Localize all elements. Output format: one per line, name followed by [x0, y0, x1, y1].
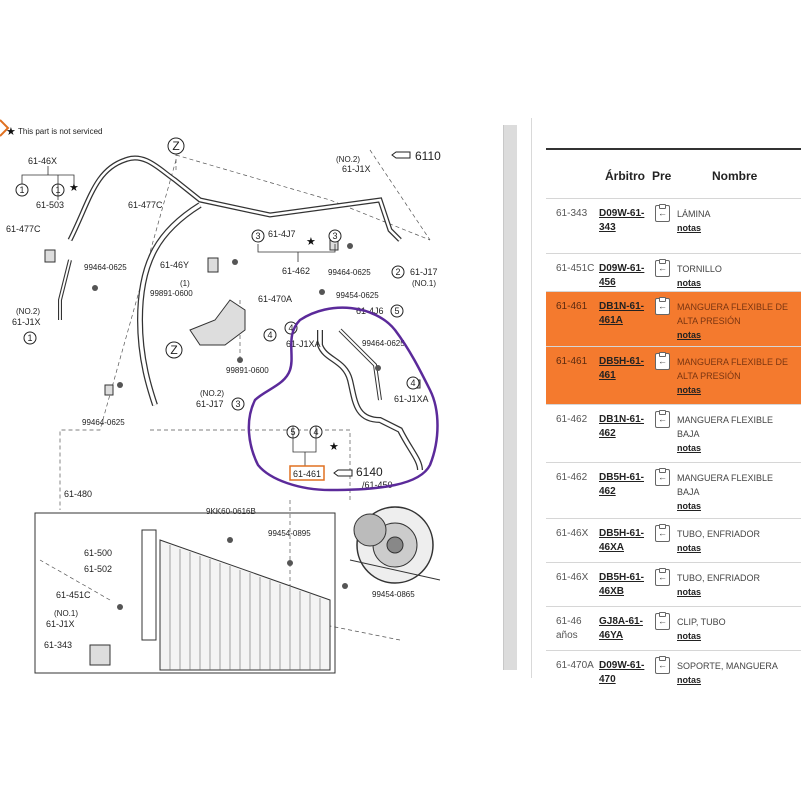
svg-text:99454-0895: 99454-0895 [268, 529, 311, 538]
svg-text:(NO.1): (NO.1) [412, 279, 436, 288]
notes-link[interactable]: notas [677, 631, 702, 641]
clipboard-icon[interactable] [655, 569, 670, 586]
notes-link[interactable]: notas [677, 443, 702, 453]
part-name: TORNILLO notas [677, 262, 795, 290]
table-row[interactable] [546, 650, 801, 691]
callout-code: 61-470A [556, 660, 594, 671]
part-number-link[interactable]: DB5H-61-461 [599, 356, 645, 381]
callout-code: 61-462 [556, 472, 588, 483]
svg-text:Z: Z [170, 343, 178, 357]
table-row[interactable] [546, 606, 801, 651]
table-row[interactable] [546, 462, 801, 519]
svg-text:4: 4 [313, 427, 319, 437]
svg-text:3: 3 [255, 231, 261, 241]
notes-link[interactable]: notas [677, 385, 702, 395]
svg-text:61-461: 61-461 [293, 469, 322, 479]
svg-text:61-46Y: 61-46Y [160, 260, 190, 270]
clipboard-icon[interactable] [655, 469, 670, 486]
clipboard-icon[interactable] [655, 411, 670, 428]
table-row[interactable] [546, 253, 801, 292]
part-number-link[interactable]: GJ8A-61-46YA [599, 616, 643, 641]
svg-text:61-503: 61-503 [36, 200, 65, 210]
svg-text:61-480: 61-480 [64, 489, 93, 499]
svg-text:61-477C: 61-477C [6, 224, 41, 234]
highlight-callout-61-461 [290, 466, 324, 480]
svg-text:4: 4 [267, 330, 273, 340]
svg-text:(1): (1) [180, 279, 190, 288]
part-name: MANGUERA FLEXIBLE DE ALTA PRESIÓN notas [677, 355, 795, 397]
svg-text:61-J17: 61-J17 [410, 267, 438, 277]
part-number-link[interactable]: DB5H-61-462 [599, 472, 645, 497]
callout-code: 61-46 años [556, 616, 582, 641]
part-number-link[interactable]: D09W-61-470 [599, 660, 645, 685]
svg-text:61-502: 61-502 [84, 564, 113, 574]
notes-link[interactable]: notas [677, 543, 702, 553]
parts-table-panel [531, 118, 801, 685]
svg-text:61-J1X: 61-J1X [342, 164, 371, 174]
callout-code: 61-461 [556, 301, 588, 312]
part-number-link[interactable]: D09W-61-343 [599, 208, 645, 233]
svg-text:/61-450: /61-450 [362, 480, 393, 490]
notes-link[interactable]: notas [677, 675, 702, 685]
svg-text:61-500: 61-500 [84, 548, 113, 558]
part-name: MANGUERA FLEXIBLE BAJA notas [677, 471, 795, 513]
notes-link[interactable]: notas [677, 223, 702, 233]
svg-text:3: 3 [235, 399, 241, 409]
part-name: MANGUERA FLEXIBLE DE ALTA PRESIÓN notas [677, 300, 795, 342]
svg-text:61-J1XA: 61-J1XA [286, 339, 321, 349]
svg-text:1: 1 [27, 333, 33, 343]
svg-text:1: 1 [19, 185, 25, 195]
notes-link[interactable]: notas [677, 278, 702, 288]
not-serviced-note [6, 126, 102, 138]
clipboard-icon[interactable] [655, 657, 670, 674]
part-name: LÁMINA notas [677, 207, 795, 235]
scrollbar[interactable] [503, 125, 517, 670]
part-name: TUBO, ENFRIADOR notas [677, 571, 795, 599]
column-header-pre[interactable]: Pre [652, 169, 672, 183]
star-markers [69, 182, 339, 453]
svg-text:99464-0625: 99464-0625 [82, 418, 125, 427]
svg-text:61-451C: 61-451C [56, 590, 91, 600]
svg-text:61-477C: 61-477C [128, 200, 163, 210]
svg-text:4: 4 [288, 323, 294, 333]
clipboard-icon[interactable] [655, 298, 670, 315]
svg-text:61-J1X: 61-J1X [12, 317, 41, 327]
column-header-nombre[interactable]: Nombre [712, 169, 758, 183]
callout-code: 61-462 [556, 414, 588, 425]
svg-text:61-J1XA: 61-J1XA [394, 394, 429, 404]
star-icon: ★ [306, 236, 316, 248]
svg-text:1: 1 [55, 185, 61, 195]
part-number-link[interactable]: D09W-61-456 [599, 263, 645, 288]
notes-link[interactable]: notas [677, 587, 702, 597]
svg-text:9KK60-0616B: 9KK60-0616B [206, 507, 256, 516]
part-number-link[interactable]: DB5H-61-46XB [599, 572, 645, 597]
svg-text:(NO.2): (NO.2) [336, 155, 360, 164]
table-row-highlighted[interactable] [546, 291, 801, 347]
svg-text:2: 2 [395, 267, 401, 277]
svg-text:6140: 6140 [356, 465, 383, 479]
svg-text:4: 4 [410, 378, 416, 388]
svg-text:61-462: 61-462 [282, 266, 311, 276]
svg-text:(NO.2): (NO.2) [200, 389, 224, 398]
star-icon: ★ [69, 182, 79, 194]
callout-code: 61-461 [556, 356, 588, 367]
part-number-link[interactable]: DB5H-61-46XA [599, 528, 645, 553]
svg-text:99454-0625: 99454-0625 [336, 291, 379, 300]
svg-text:3: 3 [332, 231, 338, 241]
svg-text:Z: Z [172, 139, 180, 153]
svg-text:6110: 6110 [415, 149, 441, 163]
table-row[interactable] [546, 562, 801, 607]
table-row[interactable] [546, 198, 801, 254]
clipboard-icon[interactable] [655, 260, 670, 277]
svg-text:61-343: 61-343 [44, 640, 73, 650]
part-number-link[interactable]: DB1N-61-462 [599, 414, 645, 439]
clipboard-icon[interactable] [655, 205, 670, 222]
svg-text:99464-0625: 99464-0625 [362, 339, 405, 348]
svg-text:5: 5 [290, 427, 296, 437]
clipboard-icon[interactable] [655, 353, 670, 370]
table-row[interactable] [546, 518, 801, 563]
table-row[interactable] [546, 404, 801, 463]
svg-text:99454-0865: 99454-0865 [372, 590, 415, 599]
callout-code: 61-343 [556, 208, 588, 219]
callout-code: 61-451C [556, 263, 595, 274]
column-header-arbitro[interactable]: Árbitro [605, 169, 645, 183]
svg-text:61-J17: 61-J17 [196, 399, 224, 409]
part-name: CLIP, TUBO notas [677, 615, 795, 643]
svg-text:99891-0600: 99891-0600 [150, 289, 193, 298]
svg-text:99891-0600: 99891-0600 [226, 366, 269, 375]
notes-link[interactable]: notas [677, 330, 702, 340]
svg-text:61-4J6: 61-4J6 [356, 306, 384, 316]
svg-text:(NO.1): (NO.1) [54, 609, 78, 618]
part-name: SOPORTE, MANGUERA notas [677, 659, 795, 687]
svg-text:61-470A: 61-470A [258, 294, 293, 304]
callout-code: 61-46X [556, 572, 589, 583]
part-number-link[interactable]: DB1N-61-461A [599, 301, 645, 326]
clipboard-icon[interactable] [655, 525, 670, 542]
svg-text:5: 5 [394, 306, 400, 316]
svg-text:99464-0625: 99464-0625 [328, 268, 371, 277]
star-icon: ★ [6, 126, 16, 138]
svg-text:61-4J7: 61-4J7 [268, 229, 296, 239]
table-top-rule [546, 148, 801, 150]
clipboard-icon[interactable] [655, 613, 670, 630]
svg-text:(NO.2): (NO.2) [16, 307, 40, 316]
svg-text:61-46X: 61-46X [28, 156, 58, 166]
part-name: TUBO, ENFRIADOR notas [677, 527, 795, 555]
not-serviced-text: This part is not serviced [18, 127, 103, 136]
svg-text:99464-0625: 99464-0625 [84, 263, 127, 272]
compressor [350, 507, 440, 583]
star-icon: ★ [329, 441, 339, 453]
svg-text:61-J1X: 61-J1X [46, 619, 75, 629]
table-row-highlighted[interactable] [546, 346, 801, 405]
part-name: MANGUERA FLEXIBLE BAJA notas [677, 413, 795, 455]
notes-link[interactable]: notas [677, 501, 702, 511]
callout-code: 61-46X [556, 528, 589, 539]
